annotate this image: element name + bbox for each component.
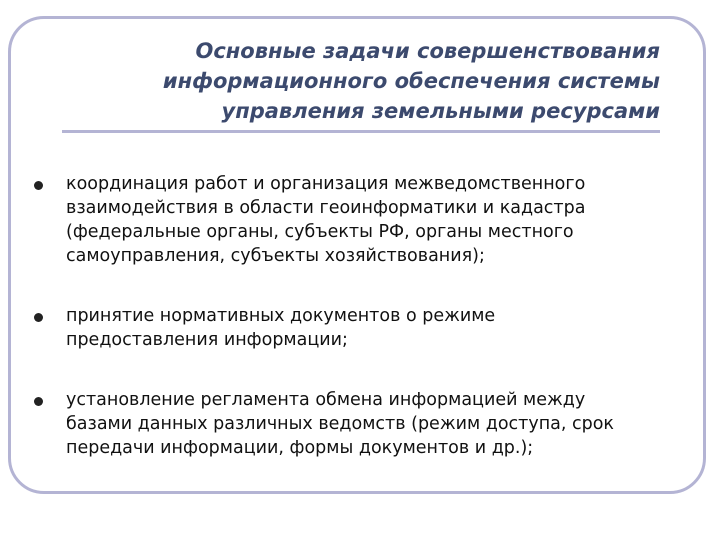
bullet-text-line: принятие нормативных документов о режиме bbox=[66, 306, 496, 326]
bullet-text-line: самоуправления, субъекты хозяйствования); bbox=[66, 246, 485, 266]
bullet-item bbox=[30, 304, 670, 352]
bullet-text-line: координация работ и организация межведомственного bbox=[66, 174, 586, 194]
bullet-text-line: (федеральные органы, субъекты РФ, органы местного bbox=[66, 222, 574, 242]
bullet-item bbox=[30, 172, 670, 268]
title-divider bbox=[62, 130, 660, 133]
bullet-text-line: предоставления информации; bbox=[66, 330, 348, 350]
bullet-icon bbox=[34, 397, 43, 406]
bullet-item bbox=[30, 388, 670, 460]
title-line: информационного обеспечения системы bbox=[162, 69, 660, 93]
title-line: Основные задачи совершенствования bbox=[195, 39, 660, 63]
bullet-text-line: базами данных различных ведомств (режим доступа, срок bbox=[66, 414, 615, 434]
bullet-text-line: передачи информации, формы документов и др.); bbox=[66, 438, 534, 458]
title-line: управления земельными ресурсами bbox=[221, 99, 660, 123]
bullet-icon bbox=[34, 181, 43, 190]
bullet-text-line: установление регламента обмена информацией между bbox=[66, 390, 586, 410]
bullet-list bbox=[30, 172, 670, 460]
slide-title bbox=[60, 36, 660, 126]
bullet-icon bbox=[34, 313, 43, 322]
bullet-text-line: взаимодействия в области геоинформатики и кадастра bbox=[66, 198, 586, 218]
